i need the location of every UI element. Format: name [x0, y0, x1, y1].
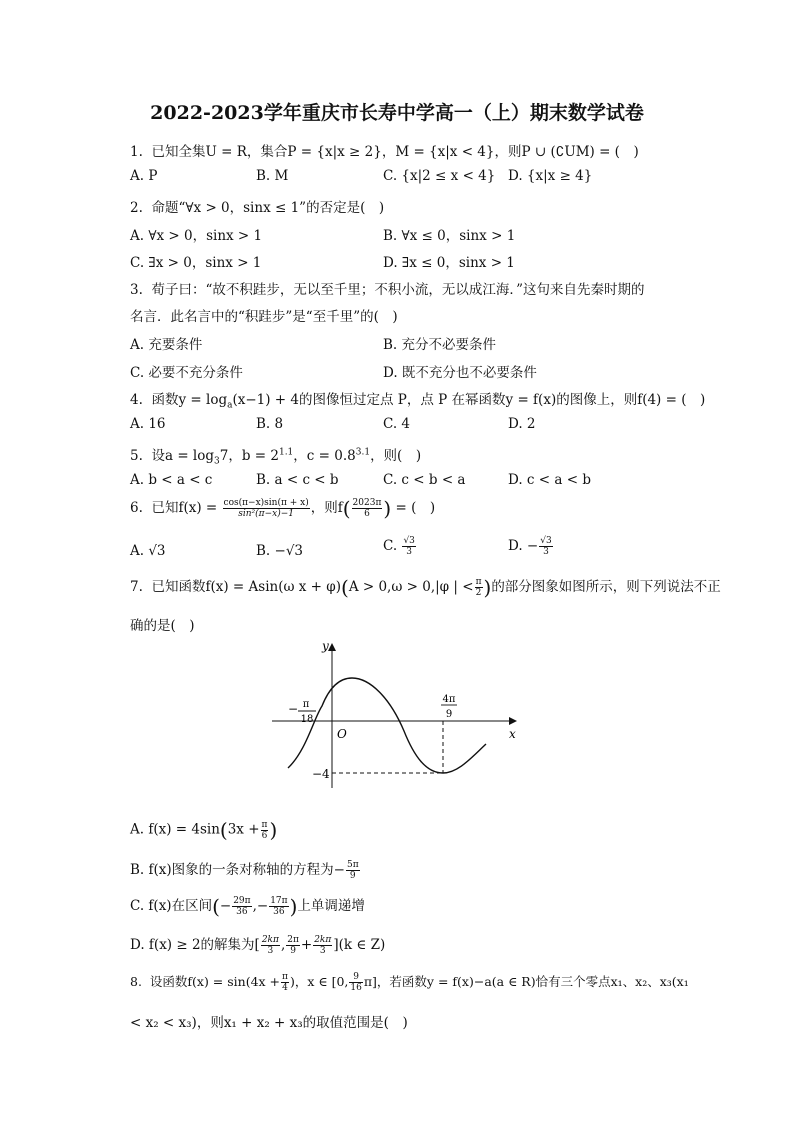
y-axis-label: y: [322, 639, 329, 653]
condition: A > 0,ω > 0,|φ | <: [348, 579, 474, 595]
stem-part: 的部分图象如图所示，则下列说法不正: [491, 579, 721, 595]
question-5: [130, 444, 421, 467]
option-a[interactable]: A. √3: [130, 543, 166, 559]
option-c[interactable]: [383, 536, 417, 557]
right-paren: ): [483, 575, 492, 600]
question-number: 5.: [130, 448, 143, 464]
numerator: π: [282, 972, 288, 982]
option-b[interactable]: B. ∀x ≤ 0，sinx > 1: [383, 228, 516, 244]
numerator: 2kπ: [314, 935, 332, 945]
option-text: ](k ∈ Z): [333, 937, 386, 953]
option-fraction: [261, 820, 269, 841]
option-a[interactable]: A. P: [130, 168, 158, 184]
option-b[interactable]: B. −√3: [256, 543, 304, 559]
numerator: 29π: [233, 896, 251, 906]
question-4: [130, 388, 705, 411]
option-fraction: [269, 896, 288, 917]
option-d[interactable]: D. 2: [508, 416, 536, 432]
denominator: 3: [543, 547, 549, 557]
stem-part: 已知函数f(x) = Asin(ω x + φ): [151, 579, 342, 595]
option-c[interactable]: C. c < b < a: [383, 472, 466, 488]
log-base: a: [227, 400, 233, 411]
question-stem: 命题“∀x > 0，sinx ≤ 1”的否定是( ): [151, 200, 385, 216]
option-a[interactable]: [130, 818, 277, 842]
numerator: π: [261, 819, 268, 830]
sine-curve: [288, 678, 486, 773]
denominator: 3: [319, 946, 326, 956]
question-number: 4.: [130, 392, 143, 408]
question-3: [130, 278, 645, 298]
question-stem: 函数y = log: [151, 392, 228, 408]
numerator: 2π: [287, 935, 299, 945]
option-a[interactable]: A. 16: [130, 416, 166, 432]
stem-part: 已知f(x) =: [151, 500, 218, 516]
option-fraction: [313, 935, 332, 956]
question-number: 8.: [130, 974, 142, 989]
stem-part: 设a = log: [151, 448, 215, 464]
numerator: 2kπ: [261, 935, 279, 945]
numerator: 2023π: [352, 498, 382, 508]
option-text: D. f(x) ≥ 2的解集为[: [130, 937, 260, 953]
option-b[interactable]: B. M: [256, 168, 289, 184]
option-d[interactable]: D. ∃x ≤ 0，sinx > 1: [383, 255, 515, 271]
denominator: sin²(π−x)−1: [238, 509, 294, 519]
numerator: √3: [540, 536, 552, 546]
question-6: [130, 496, 435, 521]
question-number: 1.: [130, 144, 143, 160]
stem-fraction: [349, 972, 362, 993]
left-tick-denominator: 18: [300, 714, 314, 725]
option-text: C. f(x)在区间: [130, 898, 213, 914]
option-c[interactable]: C. 4: [383, 416, 411, 432]
stem-part: π]，若函数y = f(x)−a(a ∈ R)恰有三个零点x₁、x₂、x₃(x₁: [363, 974, 689, 989]
numerator: 5π: [346, 860, 359, 870]
argument-fraction: [352, 498, 383, 519]
option-b[interactable]: [130, 858, 361, 881]
option-text: 3x +: [227, 821, 260, 838]
denominator: 6: [364, 509, 370, 519]
option-b[interactable]: B. 充分不必要条件: [383, 337, 497, 353]
question-stem-line-2: 名言．此名言中的“积跬步”是“至千里”的( ): [130, 309, 398, 325]
option-a[interactable]: A. b < a < c: [130, 472, 213, 488]
denominator: 3: [267, 946, 274, 956]
left-tick-numerator: π: [302, 699, 310, 710]
option-d[interactable]: D. f(x) ≥ 2的解集为[ $\frac{2k\pi}{3}$ , $\frac{2\pi}{9}$ + $\frac{2k\pi}{3}$ ](k ∈ Z): [130, 935, 386, 956]
stem-part: ，则( ): [370, 448, 422, 464]
stem-part: 7，b = 2: [219, 448, 279, 464]
question-number: 2.: [130, 200, 143, 216]
stem-part: )，x ∈ [0,: [289, 974, 349, 989]
option-c[interactable]: C. {x|2 ≤ x < 4}: [383, 168, 496, 184]
option-d[interactable]: D. 既不充分也不必要条件: [383, 365, 537, 381]
option-fraction: [261, 935, 280, 956]
question-number: 3.: [130, 282, 143, 298]
left-paren: (: [219, 818, 228, 842]
right-paren: ): [269, 818, 278, 842]
denominator: 9: [349, 871, 356, 881]
denominator: 9: [290, 946, 296, 956]
question-7: [130, 575, 721, 600]
denominator: 36: [273, 907, 285, 917]
numerator: 17π: [270, 896, 288, 906]
min-value-label: −4: [312, 767, 330, 781]
left-tick-sign: −: [288, 702, 299, 716]
exponent: 1.1: [278, 447, 294, 458]
stem-part: ，c = 0.8: [293, 448, 356, 464]
stem-part: ，则f: [310, 500, 343, 516]
denominator: 3: [406, 547, 413, 557]
condition-fraction: [475, 577, 483, 598]
option-d[interactable]: D. {x|x ≥ 4}: [508, 168, 593, 184]
question-1: [130, 140, 639, 160]
page-title: 2022-2023学年重庆市长寿中学高一（上）期末数学试卷: [150, 102, 644, 124]
stem-part: = ( ): [395, 500, 436, 516]
left-paren: (: [341, 575, 349, 600]
option-b[interactable]: B. 8: [256, 416, 284, 432]
option-fraction: [402, 536, 415, 557]
stem-part: 设函数f(x) = sin(4x +: [149, 974, 281, 989]
numerator: cos(π−x)sin(π + x): [223, 498, 309, 508]
option-fraction: [539, 536, 552, 557]
numerator: π: [475, 577, 482, 587]
right-paren: ): [289, 894, 298, 919]
question-stem-rest: (x−1) + 4的图像恒过定点 P，点 P 在幂函数y = f(x)的图像上，则f(4) = ( ): [232, 392, 706, 408]
left-paren: (: [212, 894, 220, 919]
option-b[interactable]: B. a < c < b: [256, 472, 339, 488]
function-fraction: [223, 498, 310, 519]
option-c[interactable]: C. ∃x > 0，sinx > 1: [130, 255, 262, 271]
option-text: 上单调递增: [297, 898, 365, 914]
function-graph: [266, 636, 526, 796]
option-text: A. f(x) = 4sin: [130, 821, 220, 838]
option-letter: D. −: [508, 538, 539, 554]
right-tick-denominator: 9: [445, 709, 453, 720]
denominator: 4: [282, 983, 288, 993]
question-number: 6.: [130, 500, 143, 516]
option-fraction: [286, 935, 300, 956]
exponent: 3.1: [355, 447, 371, 458]
option-letter: C.: [383, 538, 398, 554]
numerator: √3: [403, 536, 415, 546]
stem-fraction: [281, 972, 289, 993]
question-stem: 已知全集U = R，集合P = {x|x ≥ 2}，M = {x|x < 4}，则P ∪ (∁UM) = ( ): [151, 144, 639, 160]
denominator: 2: [475, 588, 482, 598]
x-axis-label: x: [509, 727, 516, 741]
question-stem-line-2: < x₂ < x₃)，则x₁ + x₂ + x₃的取值范围是( ): [130, 1015, 408, 1031]
right-paren: ): [383, 496, 392, 521]
option-fraction: [346, 860, 360, 881]
denominator: 36: [236, 907, 248, 917]
origin-label: O: [337, 727, 347, 741]
left-paren: (: [342, 496, 351, 521]
right-tick-numerator: 4π: [442, 694, 456, 705]
question-8: [130, 972, 689, 993]
question-stem-line-1: 荀子曰：“故不积跬步，无以至千里；不积小流，无以成江海．”这句来自先秦时期的: [151, 282, 645, 298]
option-c[interactable]: C. f(x)在区间(− $\frac{29\pi}{36}$ ,− $\frac{17\pi}{36}$ )上单调递增: [130, 894, 365, 919]
option-a[interactable]: A. 充要条件: [130, 337, 203, 353]
option-d[interactable]: D. c < a < b: [508, 472, 591, 488]
option-d[interactable]: [508, 536, 554, 557]
denominator: 16: [350, 983, 362, 993]
question-2: [130, 196, 384, 216]
denominator: 6: [261, 830, 268, 841]
question-stem-line-2: 确的是( ): [130, 618, 195, 634]
option-fraction: [232, 896, 251, 917]
option-c[interactable]: C. 必要不充分条件: [130, 365, 243, 381]
question-number: 7.: [130, 579, 143, 595]
numerator: 9: [349, 972, 362, 983]
option-text: B. f(x)图象的一条对称轴的方程为−: [130, 862, 345, 878]
log-base: 3: [214, 456, 220, 467]
option-a[interactable]: A. ∀x > 0，sinx > 1: [130, 228, 263, 244]
